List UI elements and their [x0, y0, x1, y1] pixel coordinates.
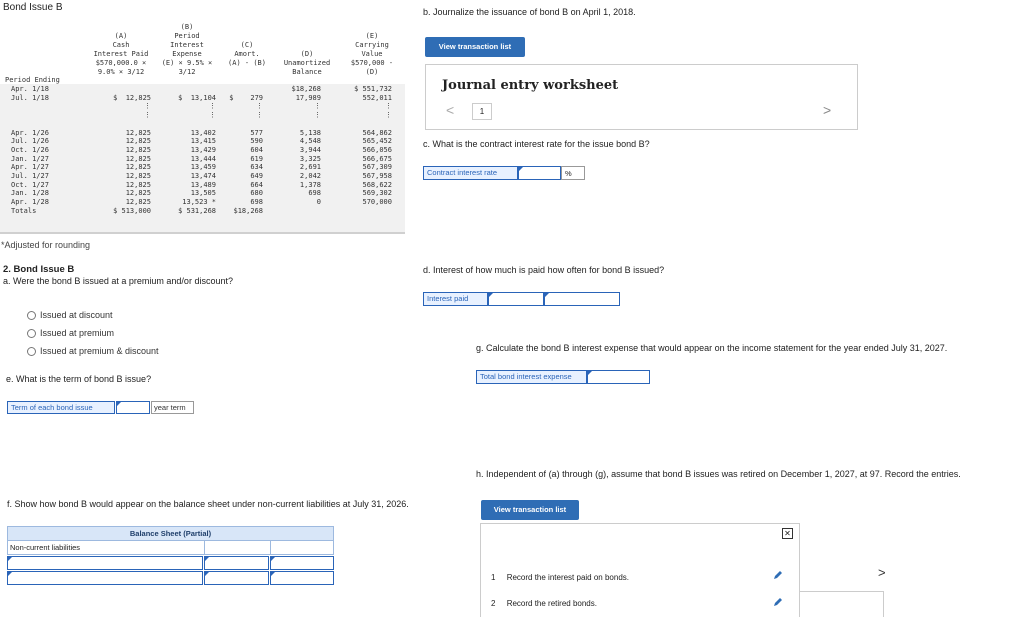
close-icon[interactable]: ✕	[782, 528, 793, 539]
total-interest-input[interactable]	[587, 370, 650, 384]
term-unit: year term	[151, 401, 194, 414]
entries-panel-extension	[800, 591, 884, 617]
entries-panel	[480, 523, 800, 617]
rate-unit: %	[561, 166, 585, 180]
radio-icon[interactable]	[27, 329, 36, 338]
bs-input-1-label[interactable]	[7, 556, 203, 570]
question-b: b. Journalize the issuance of bond B on April 1, 2018.	[423, 7, 636, 17]
total-interest-label: Total bond interest expense	[476, 370, 587, 384]
term-label: Term of each bond issue	[7, 401, 115, 414]
term-input[interactable]	[116, 401, 150, 414]
question-g: g. Calculate the bond B interest expense that would appear on the income statement for the year ended July 31, 2027.	[476, 343, 948, 353]
page-number[interactable]: 1	[472, 103, 492, 120]
radio-icon[interactable]	[27, 311, 36, 320]
col-c-header: (C) Amort. (A) - (B)	[228, 41, 266, 67]
question-d: d. Interest of how much is paid how often for bond B issued?	[423, 265, 665, 275]
edit-icon[interactable]	[773, 570, 783, 582]
worksheet-title: Journal entry worksheet	[442, 78, 619, 93]
radio-icon[interactable]	[27, 347, 36, 356]
col-a-values: $ 12,825 ⋮ ⋮ 12,825 12,825 12,825 12,825 12,825 12,825 12,825 12,825 12,825 $ 513,000	[113, 93, 151, 215]
col-e-values: $ 551,732 552,011 ⋮ ⋮ 564,862 565,452 566,056 566,675 567,309 567,958 568,622 569,302 570,000	[354, 85, 392, 207]
col-a-header: (A) Cash Interest Paid $570,000.0 × 9.0% × 3/12	[93, 32, 149, 76]
prev-icon[interactable]: <	[446, 102, 455, 118]
balance-sheet-table	[7, 526, 334, 586]
balance-sheet-title: Balance Sheet (Partial)	[7, 526, 334, 541]
entry-row-1[interactable]: 1 Record the interest paid on bonds.	[491, 573, 629, 582]
next-icon[interactable]: >	[823, 102, 832, 118]
col-d-header: (D) Unamortized Balance	[283, 50, 331, 76]
bs-input-2-total[interactable]	[270, 571, 334, 585]
bs-row-header: Non-current liabilities	[7, 541, 334, 555]
question-h: h. Independent of (a) through (g), assume that bond B issues was retired on December 1, 2027, at 97. Record the entries.	[476, 469, 961, 479]
question-e: e. What is the term of bond B issue?	[6, 374, 152, 384]
section-title: 2. Bond Issue B	[3, 264, 75, 275]
footnote: *Adjusted for rounding	[1, 240, 91, 250]
option-premium-discount[interactable]: Issued at premium & discount	[27, 346, 159, 356]
question-a: a. Were the bond B issued at a premium and/or discount?	[3, 276, 233, 286]
col-c-values: $ 279 ⋮ ⋮ 577 590 604 619 634 649 664 680 698 $18,268	[229, 93, 263, 215]
schedule-divider	[0, 232, 405, 234]
bs-input-2-label[interactable]	[7, 571, 203, 585]
col-period: Apr. 1/18 Jul. 1/18 Apr. 1/26 Jul. 1/26 Oct. 1/26 Jan. 1/27 Apr. 1/27 Jul. 1/27 Oct. 1/27 Jan. 1/28 Apr. 1/28 Totals	[11, 85, 49, 215]
page-title: Bond Issue B	[3, 2, 63, 13]
col-d-values: $18,268 17,989 ⋮ ⋮ 5,138 4,548 3,944 3,325 2,691 2,042 1,378 698 0	[291, 85, 321, 207]
view-transaction-list-button[interactable]: View transaction list	[425, 37, 525, 57]
next-entry-icon[interactable]: >	[878, 565, 886, 580]
interest-paid-label: Interest paid	[423, 292, 488, 306]
col-e-header: (E) Carrying Value $570,000 - (D)	[350, 32, 394, 76]
col-b-header: (B) Period Interest Expense (E) × 9.5% × 3/12	[161, 23, 213, 76]
bs-input-2-amount[interactable]	[204, 571, 269, 585]
premium-discount-options	[27, 310, 159, 356]
bs-input-1-total[interactable]	[270, 556, 334, 570]
interest-paid-frequency-select[interactable]	[544, 292, 620, 306]
view-transaction-list-button-2[interactable]: View transaction list	[481, 500, 579, 520]
col-b-values: $ 13,104 ⋮ ⋮ 13,402 13,415 13,429 13,444 13,459 13,474 13,489 13,505 13,523 * $ 531,268	[178, 93, 216, 215]
bs-input-1-amount[interactable]	[204, 556, 269, 570]
option-discount[interactable]: Issued at discount	[27, 310, 159, 320]
rate-label: Contract interest rate	[423, 166, 518, 180]
interest-paid-amount-input[interactable]	[488, 292, 544, 306]
rate-input[interactable]	[518, 166, 561, 180]
option-premium[interactable]: Issued at premium	[27, 328, 159, 338]
journal-worksheet	[425, 64, 858, 130]
question-f: f. Show how bond B would appear on the balance sheet under non-current liabilities at July 31, 2026.	[7, 499, 409, 509]
col-period-header: Period Ending	[5, 76, 60, 84]
edit-icon[interactable]	[773, 597, 783, 609]
entry-row-2[interactable]: 2 Record the retired bonds.	[491, 599, 597, 608]
question-c: c. What is the contract interest rate for the issue bond B?	[423, 139, 650, 149]
